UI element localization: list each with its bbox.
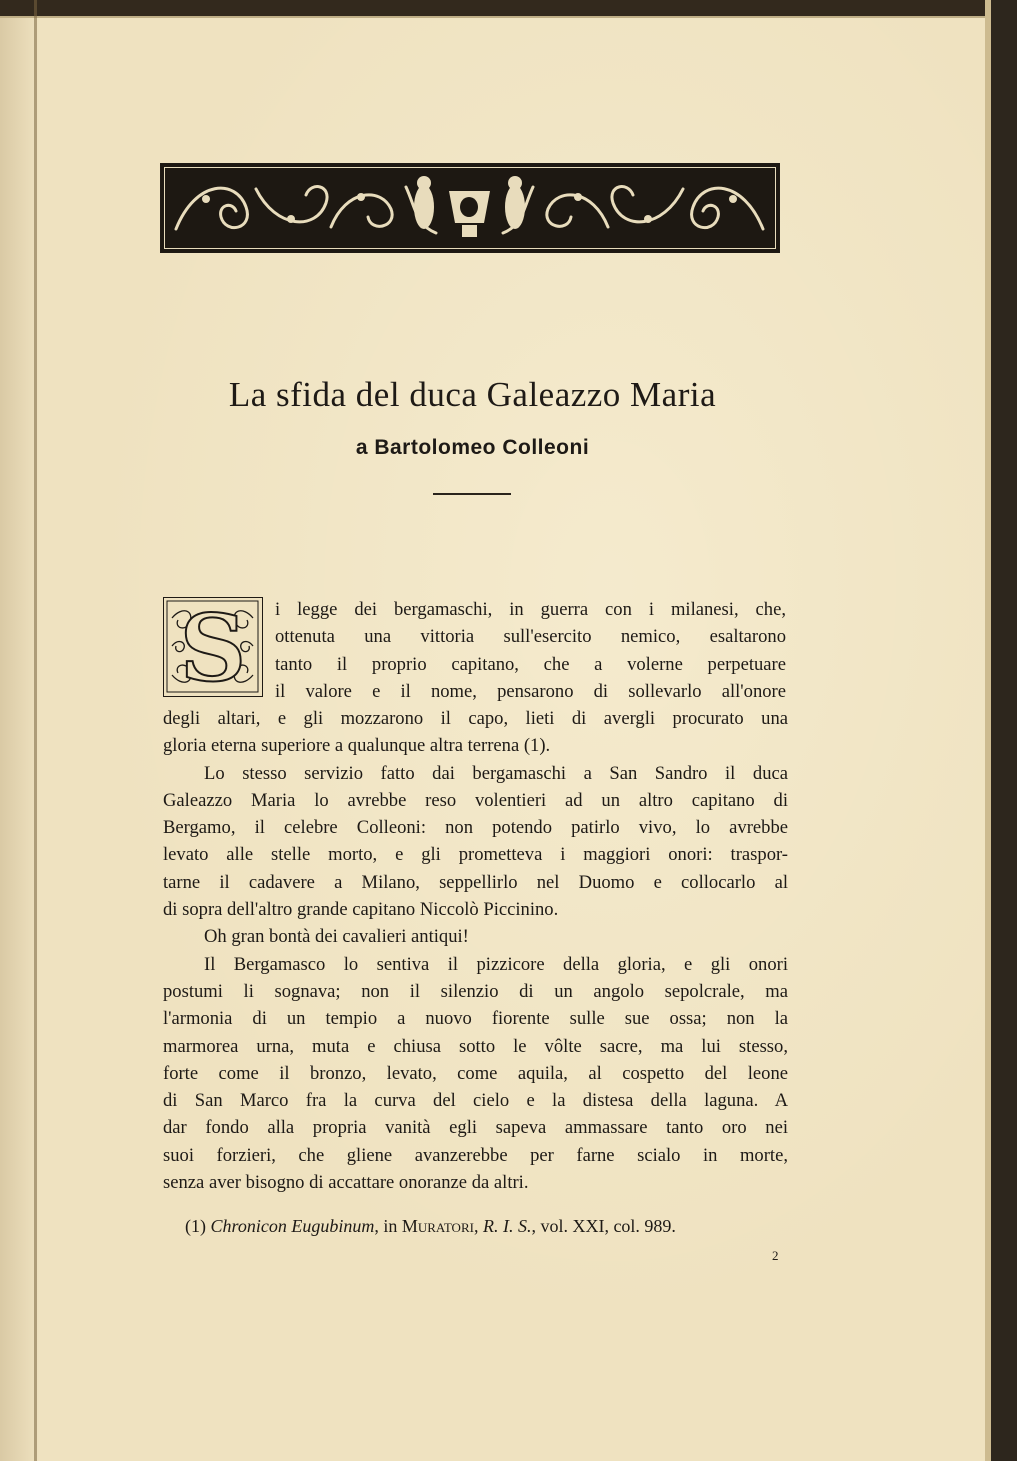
article-title: La sfida del duca Galeazzo Maria	[228, 375, 717, 414]
article-subtitle: a Bartolomeo Colleoni	[355, 436, 590, 459]
drop-cap	[163, 594, 263, 702]
ornamental-headpiece	[160, 163, 780, 253]
text-line: senza aver bisogno di accattare onoranze da altri.	[163, 1172, 529, 1194]
drop-cap-letter: S	[179, 594, 247, 702]
text-line: gloria eterna superiore a qualunque altra terrena (1).	[163, 735, 551, 757]
text-line: tanto il proprio capitano, che a volerne perpetuare	[275, 653, 786, 675]
headpiece-ornament-icon	[166, 169, 773, 246]
right-edge	[985, 0, 1017, 1461]
text-line: postumi li sognava; non il silenzio di un angolo sepolcrale, ma	[163, 980, 788, 1002]
text-line: Oh gran bontà dei cavalieri antiqui!	[204, 926, 469, 948]
footnote-collection: R. I. S.	[482, 1216, 532, 1236]
text-line: forte come il bronzo, levato, come aquila, al cospetto del leone	[163, 1062, 788, 1084]
footnote	[185, 1216, 676, 1237]
text-line: l'armonia di un tempio a nuovo fiorente sulle sue ossa; non la	[163, 1008, 788, 1030]
footnote-work: Chronicon Eugubinum	[210, 1216, 375, 1236]
text-line: Galeazzo Maria lo avrebbe reso volentieri ad un altro capitano di	[163, 789, 788, 811]
text-line: ottenuta una vittoria sull'esercito nemico, esaltarono	[275, 626, 786, 648]
opening-lines	[275, 596, 786, 705]
text-line: i legge dei bergamaschi, in guerra con i milanesi, che,	[275, 599, 786, 620]
title-divider	[433, 493, 511, 495]
text-line: il valore e il nome, pensarono di sollevarlo all'onore	[275, 680, 786, 702]
text-line: di San Marco fra la curva del cielo e la distesa della laguna. A	[163, 1090, 788, 1112]
page-number: 2	[772, 1248, 779, 1263]
text-line: levato alle stelle morto, e gli prometteva i maggiori onori: traspor-	[163, 844, 788, 866]
text-line: di sopra dell'altro grande capitano Niccolò Piccinino.	[163, 899, 559, 921]
footnote-sep: , in	[374, 1216, 402, 1236]
text-line: Il Bergamasco lo sentiva il pizzicore della gloria, e gli onori	[204, 953, 788, 975]
text-line: degli altari, e gli mozzarono il capo, lieti di avergli procurato una	[163, 708, 788, 729]
text-line: dar fondo alla propria vanità egli sapeva ammassare tanto oro nei	[163, 1117, 788, 1139]
text-line: suoi forzieri, che gliene avanzerebbe per farne scialo in morte,	[163, 1144, 788, 1166]
footnote-rest: , vol. XXI, col. 989.	[531, 1216, 676, 1236]
footnote-marker: (1)	[185, 1216, 206, 1236]
text-line: Lo stesso servizio fatto dai bergamaschi a San Sandro il duca	[204, 762, 788, 784]
body-text	[163, 705, 788, 1196]
top-edge	[0, 0, 1017, 18]
text-line: marmorea urna, muta e chiusa sotto le vôlte sacre, ma lui stesso,	[163, 1035, 788, 1057]
text-line: Bergamo, il celebre Colleoni: non potendo patirlo vivo, lo avrebbe	[163, 817, 788, 839]
footnote-sep: ,	[473, 1216, 483, 1236]
footnote-author: Muratori	[401, 1216, 474, 1236]
text-line: tarne il cadavere a Milano, seppellirlo nel Duomo e collocarlo al	[163, 871, 788, 893]
binding-fold	[34, 0, 37, 1461]
